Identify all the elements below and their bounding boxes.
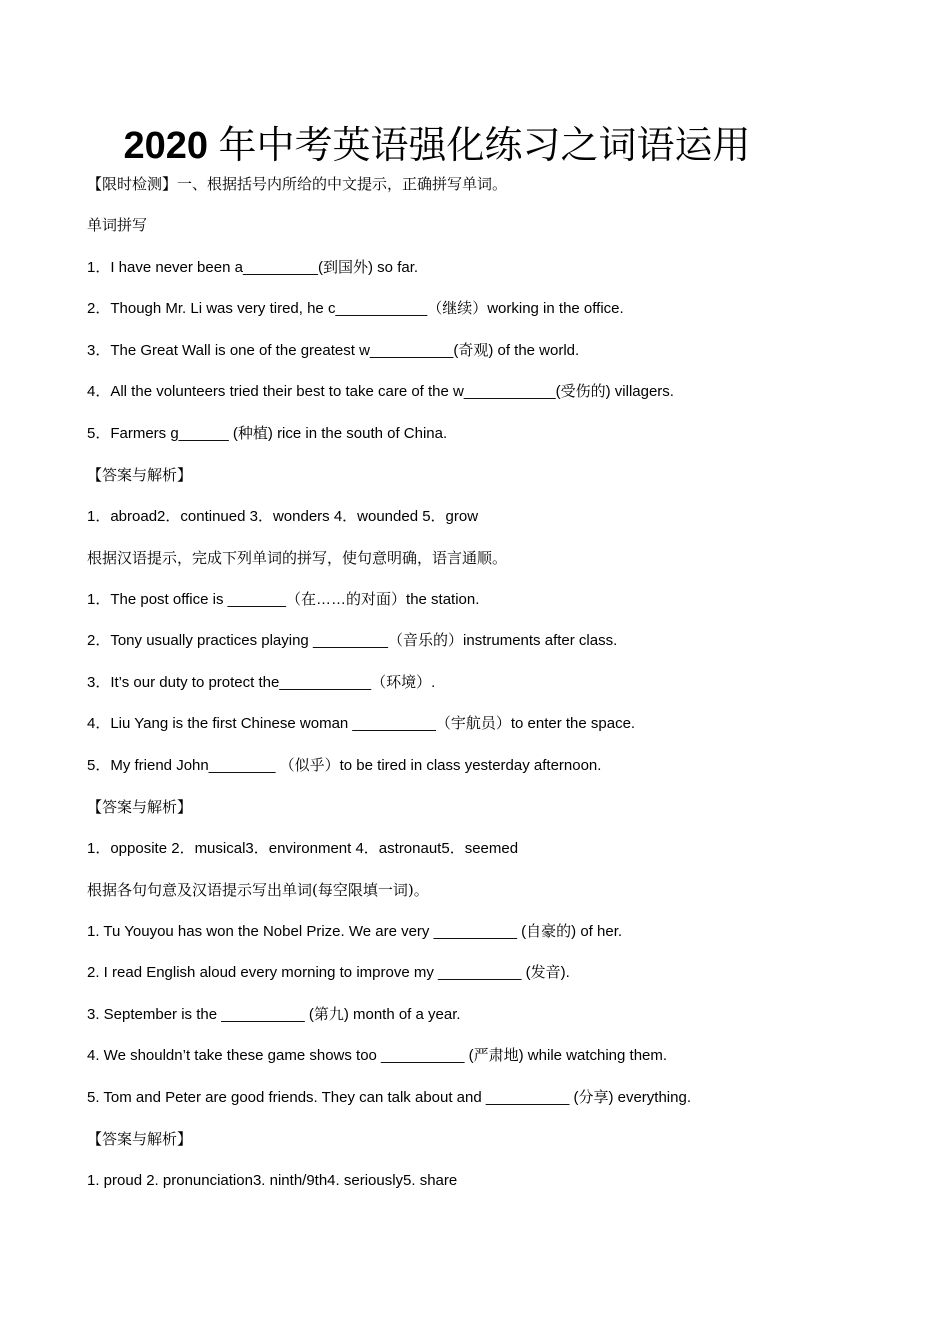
- section-label: 单词拼写: [87, 216, 148, 234]
- exercise-item: 3. September is the __________ (第九) month of a year.: [87, 1006, 461, 1023]
- exercise-item: 2．Tony usually practices playing _________（音乐的）instruments after class.: [87, 632, 618, 649]
- answer-heading: 【答案与解析】: [87, 466, 193, 484]
- exercise-item: 1．I have never been a_________(到国外) so far.: [87, 259, 419, 276]
- answer-line: 1．abroad2．continued 3．wonders 4．wounded 5．grow: [87, 508, 479, 525]
- exercise-item: 4. We shouldn’t take these game shows too __________ (严肃地) while watching them.: [87, 1047, 668, 1064]
- exercise-item: 5. Tom and Peter are good friends. They can talk about and __________ (分享) everything.: [87, 1089, 691, 1106]
- answer-line: 1．opposite 2．musical3．environment 4．astronaut5．seemed: [87, 840, 519, 857]
- exercise-item: 4．Liu Yang is the first Chinese woman __________（宇航员）to enter the space.: [87, 715, 636, 732]
- exercise-item: 1．The post office is _______（在……的对面）the station.: [87, 591, 480, 608]
- exercise-item: 3．It’s our duty to protect the___________（环境）.: [87, 674, 436, 691]
- exercise-item: 2．Though Mr. Li was very tired, he c___________（继续）working in the office.: [87, 300, 624, 317]
- title-year: 2020: [123, 125, 208, 168]
- title-text: 年中考英语强化练习之词语运用: [218, 123, 751, 168]
- answer-heading: 【答案与解析】: [87, 1130, 193, 1148]
- exercise-item: 3．The Great Wall is one of the greatest w__________(奇观) of the world.: [87, 342, 580, 359]
- exercise-item: 5．My friend John________ （似乎）to be tired in class yesterday afternoon.: [87, 757, 602, 774]
- exercise-item: 1. Tu Youyou has won the Nobel Prize. We are very __________ (自豪的) of her.: [87, 923, 623, 940]
- instruction-heading: 根据各句句意及汉语提示写出单词(每空限填一词)。: [87, 881, 429, 899]
- exercise-item: 4．All the volunteers tried their best to take care of the w___________(受伤的) villagers.: [87, 383, 674, 400]
- exercise-item: 5．Farmers g______ (种植) rice in the south of China.: [87, 425, 448, 442]
- answer-heading: 【答案与解析】: [87, 798, 193, 816]
- answer-line: 1. proud 2. pronunciation3. ninth/9th4. seriously5. share: [87, 1172, 458, 1189]
- instruction-heading: 【限时检测】一、根据括号内所给的中文提示，正确拼写单词。: [87, 175, 508, 193]
- document-title: [0, 118, 874, 173]
- instruction-heading: 根据汉语提示，完成下列单词的拼写，使句意明确，语言通顺。: [87, 549, 508, 567]
- exercise-item: 2. I read English aloud every morning to improve my __________ (发音).: [87, 964, 570, 981]
